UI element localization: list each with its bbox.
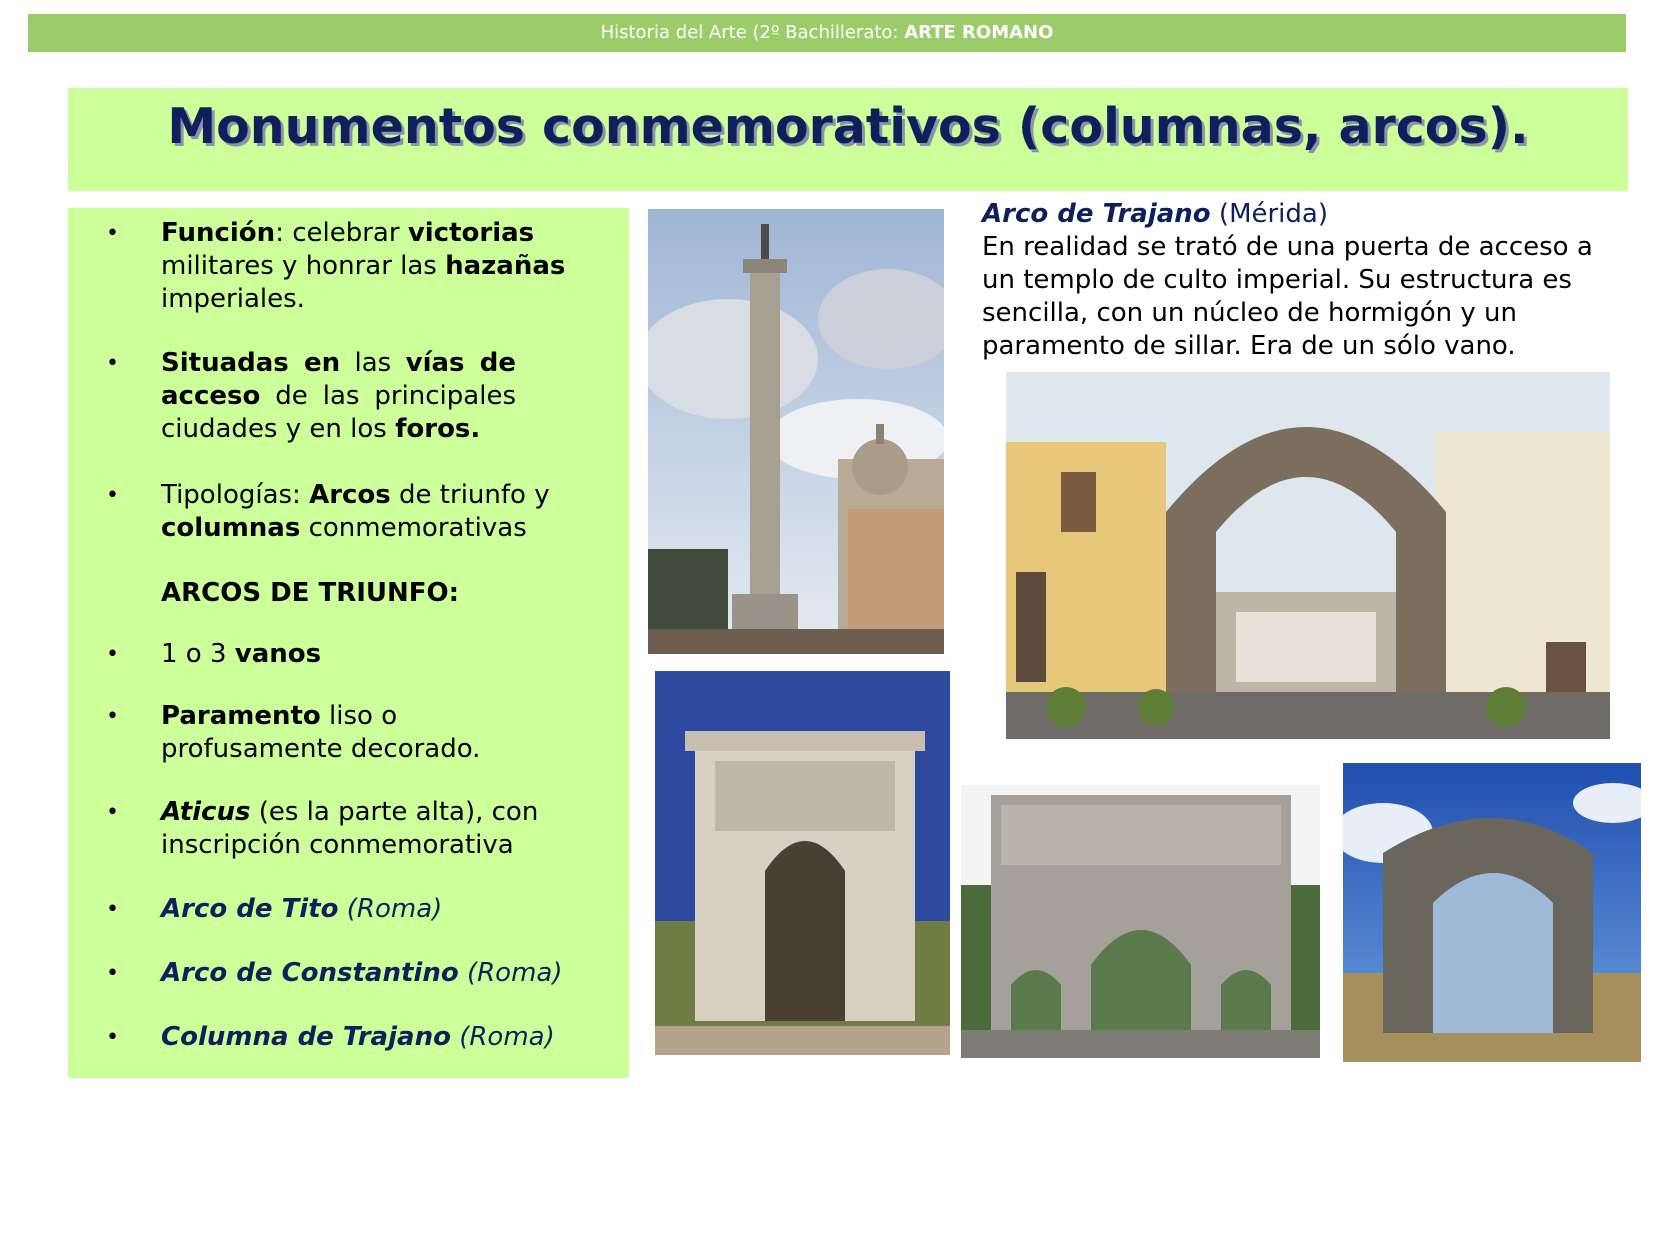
bullet-vanos (161, 638, 601, 671)
tipologias-bold-1: Arcos (309, 480, 391, 510)
vanos-text: 1 o 3 (161, 639, 235, 669)
tipologias-text-3: conmemorativas (300, 513, 527, 543)
arco-trajano-name: Arco de Trajano (982, 199, 1211, 229)
aticus-bold: Aticus (161, 797, 251, 827)
header-prefix: Historia del Arte (2º Bachillerato: (600, 22, 905, 43)
funcion-label: Función (161, 218, 276, 248)
header-bar (28, 14, 1626, 52)
arco-trajano-photo (1006, 372, 1610, 739)
bullet-funcion (161, 217, 601, 316)
paramento-text: liso o profusamente decorado. (161, 701, 481, 764)
title-box (68, 88, 1628, 191)
arcos-heading: ARCOS DE TRIUNFO: (161, 578, 460, 608)
arco-trajano-text: En realidad se trató de una puerta de acceso a un templo de culto imperial. Su estructura es sencilla, con un núcleo de hormigón y un paramento de sillar. Era de un sólo vano. (982, 232, 1593, 361)
columna-trajano-photo (648, 209, 944, 654)
constantino-text: (Roma) (458, 958, 563, 988)
arco-trajano-place: (Mérida) (1210, 199, 1328, 229)
bullet-icon: • (106, 221, 119, 246)
funcion-text-1: : celebrar (275, 218, 408, 248)
bullet-icon: • (106, 800, 119, 825)
columna-trajano-bold: Columna de Trajano (161, 1022, 451, 1052)
situadas-text-2: de las principales ciudades y en los (161, 381, 516, 444)
tipologias-text-1: Tipologías: (161, 480, 310, 510)
bullet-situadas (161, 347, 516, 446)
bullet-columna-trajano (161, 1021, 621, 1054)
funcion-bold-1: victorias (407, 218, 535, 248)
situadas-text-1: las (340, 348, 406, 378)
bullet-icon: • (106, 961, 119, 986)
tito-bold: Arco de Tito (161, 894, 339, 924)
header-topic: ARTE ROMANO (904, 22, 1054, 43)
bullet-tipologias (161, 479, 601, 545)
bullet-icon: • (106, 704, 119, 729)
arco-caparra-photo (1343, 763, 1641, 1062)
funcion-bold-2: hazañas (445, 251, 566, 281)
aticus-text: (es la parte alta), con inscripción conmemorativa (161, 797, 539, 860)
bullet-icon: • (106, 483, 119, 508)
bullet-icon: • (106, 351, 119, 376)
arco-trajano-description (982, 198, 1632, 363)
tipologias-text-2: de triunfo y (390, 480, 550, 510)
columna-trajano-text: (Roma) (450, 1022, 555, 1052)
constantino-bold: Arco de Constantino (161, 958, 459, 988)
vanos-bold: vanos (234, 639, 322, 669)
bullet-icon: • (106, 642, 119, 667)
bullet-constantino (161, 957, 621, 990)
arco-constantino-photo (961, 785, 1320, 1058)
bullet-tito (161, 893, 601, 926)
bullet-icon: • (106, 1025, 119, 1050)
situadas-bold-1: vías de acceso (161, 348, 516, 411)
slide-title: Monumentos conmemorativos (columnas, arcos). (167, 98, 1529, 155)
bullet-aticus (161, 796, 571, 862)
tipologias-bold-2: columnas (161, 513, 301, 543)
funcion-text-2: militares y honrar las (161, 251, 446, 281)
funcion-text-3: imperiales. (161, 284, 305, 314)
tito-text: (Roma) (338, 894, 443, 924)
bullet-paramento (161, 700, 521, 766)
paramento-bold: Paramento (161, 701, 321, 731)
bullet-icon: • (106, 897, 119, 922)
situadas-label: Situadas en (161, 348, 341, 378)
situadas-bold-2: foros. (395, 414, 481, 444)
arco-tito-photo (655, 671, 950, 1055)
